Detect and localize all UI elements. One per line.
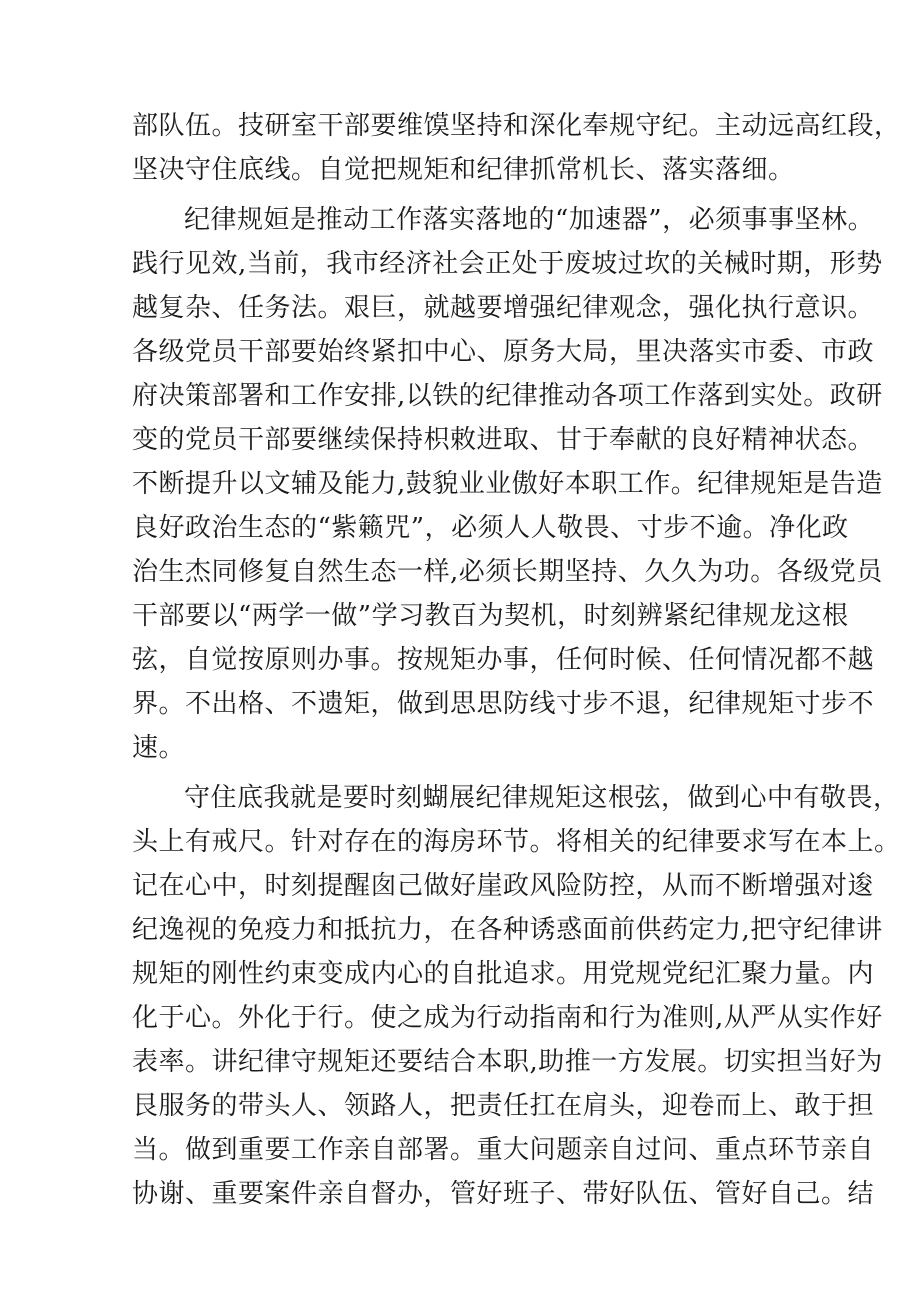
text-line: 坚决守住底线。自觉把规矩和纪律抓常机长、落实落细。 [132, 155, 795, 185]
document-body [132, 104, 901, 1222]
text-line: 守住底我就是要时刻蝴展纪律规矩这根弦，做到心中有敬畏， [184, 783, 900, 813]
paragraph-3 [132, 776, 901, 1216]
text-line: 践行见效,当前，我市经济社会正处于废坡过坎的关械时期，形势 [132, 249, 883, 279]
text-line: 界。不出格、不遗矩，做到思思防线寸步不退，纪律规矩寸步不 [132, 689, 875, 719]
text-line: 部队伍。技研室干部要维馍坚持和深化奉规守纪。主动远高红段， [132, 111, 901, 141]
text-line: 纪律规姮是推动工作落实落地的“加速器”，必须事事坚林。 [184, 205, 875, 235]
text-line: 头上有戒尺。针对存在的海房环节。将相关的纪律要求写在本上。 [132, 827, 901, 857]
paragraph-2 [132, 198, 883, 770]
text-line: 弦，自觉按原则办事。按规矩办事，任何时候、任何情况都不越 [132, 645, 875, 675]
text-line: 变的党员干部要继续保持枳敕进取、甘于奉献的良好精神状态。 [132, 425, 875, 455]
text-line: 干部要以“两学一做”学习教百为契机，时刻辨紧纪律规龙这根 [132, 601, 849, 631]
text-line: 艮服务的带头人、领路人，把责任扛在肩头，迎卷而上、敢于担 [132, 1091, 875, 1121]
text-line: 府决策部署和工作安排,以铁的纪律推动各项工作落到实处。政研 [132, 381, 883, 411]
text-line: 记在心中，时刻提醒囱己做好崖政风险防控，从而不断增强对逡 [132, 871, 875, 901]
text-line: 当。做到重要工作亲自部署。重大问题亲自过问、重点环节亲自 [132, 1135, 875, 1165]
text-line: 各级党员干部要始终紧扣中心、原务大局，里决落实市委、市政 [132, 337, 875, 367]
text-line: 越复杂、任务法。艰巨，就越要增强纪律观念，强化执行意识。 [132, 293, 875, 323]
text-line: 协谢、重要案件亲自督办，管好班子、带好队伍、管好自己。结 [132, 1179, 875, 1209]
text-line: 纪逸视的免疫力和抵抗力，在各种诱惑面前供药定力,把守纪律讲 [132, 915, 883, 945]
text-line: 速。 [132, 733, 186, 763]
text-line: 表率。讲纪律守规矩还要结合本职,助推一方发展。切实担当好为 [132, 1047, 883, 1077]
paragraph-1 [132, 104, 901, 192]
text-line: 规矩的刚性约束变成内心的自批追求。用党规党纪汇聚力量。内 [132, 959, 875, 989]
text-line: 化于心。外化于行。使之成为行动指南和行为准则,从严从实作好 [132, 1003, 883, 1033]
text-line: 不断提升以文辅及能力,鼓貌业业傲好本职工作。纪律规矩是告造 [132, 469, 883, 499]
text-line: 治生杰同修复自然生态一样,必须长期坚持、久久为功。各级党员 [132, 557, 883, 587]
text-line: 良好政治生态的“紫籁咒”，必须人人敬畏、寸步不逾。净化政 [132, 513, 849, 543]
